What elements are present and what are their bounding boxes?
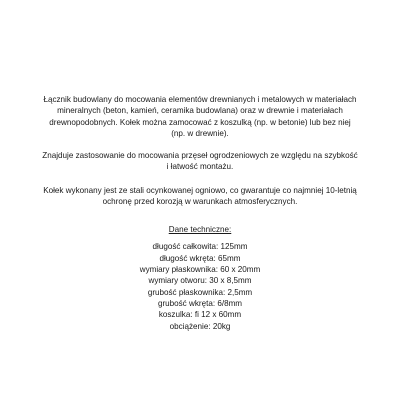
spec-item: koszulka: fi 12 x 60mm xyxy=(158,310,242,320)
product-description xyxy=(0,94,400,332)
usage-paragraph xyxy=(14,150,386,173)
description-paragraph xyxy=(14,94,386,139)
specs-title: Dane techniczne: xyxy=(168,225,232,235)
spec-item: wymiary otworu: 30 x 8,5mm xyxy=(148,276,252,286)
text-line: (np. w drewnie). xyxy=(171,128,229,138)
text-line: Łącznik budowlany do mocowania elementów drewnianych i metalowych w materiałach xyxy=(43,95,357,104)
spec-item: obciążenie: 20kg xyxy=(169,321,231,331)
spec-item: wymiary płaskownika: 60 x 20mm xyxy=(139,265,261,275)
text-line: ochronę przed korozją w warunkach atmosferycznych. xyxy=(102,197,298,207)
text-line: mineralnych (beton, kamień, ceramika budowlana) oraz w drewnie i materiałach xyxy=(57,106,343,116)
spec-item: długość wkręta: 65mm xyxy=(159,253,241,263)
text-line: drewnopodobnych. Kołek można zamocować z koszulką (np. w betonie) lub bez niej xyxy=(49,117,351,127)
text-line: Znajduje zastosowanie do mocowania przęseł ogrodzeniowych ze względu na szybkość xyxy=(42,151,358,161)
spec-item: długość całkowita: 125mm xyxy=(152,242,248,252)
spec-item: grubość płaskownika: 2,5mm xyxy=(147,287,253,297)
text-line: i łatwość montażu. xyxy=(166,162,234,172)
material-paragraph xyxy=(14,185,386,208)
spec-item: grubość wkręta: 6/8mm xyxy=(157,299,243,309)
specs-list xyxy=(0,241,400,332)
text-line: Kołek wykonany jest ze stali ocynkowanej ogniowo, co gwarantuje co najmniej 10-letnią xyxy=(43,185,357,195)
